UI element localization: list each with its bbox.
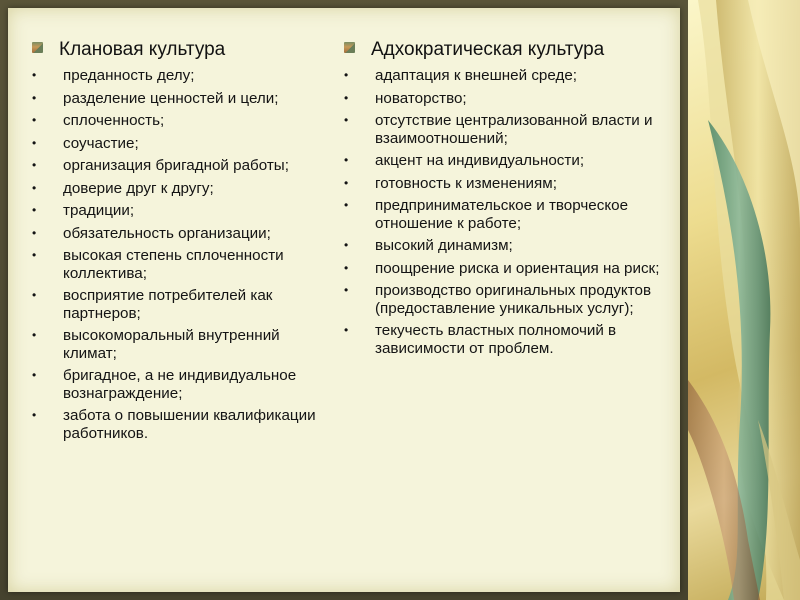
list-item: • восприятие потребителей как партнеров; bbox=[32, 287, 273, 322]
bullet-icon: • bbox=[32, 225, 37, 240]
list-item: • отсутствие централизованной власти и взаимоотношений; bbox=[344, 112, 653, 147]
bullet-icon: • bbox=[344, 153, 349, 167]
clan-culture-title: Клановая культура bbox=[59, 39, 226, 60]
adhocracy-culture-heading-row bbox=[344, 38, 666, 61]
bullet-icon: • bbox=[344, 323, 349, 337]
bullet-icon: • bbox=[344, 283, 349, 297]
bullet-icon: • bbox=[32, 180, 37, 195]
list-item: • высокая степень сплоченности коллектива; bbox=[32, 247, 284, 282]
adhocracy-culture-title: Адхократическая культура bbox=[371, 39, 605, 60]
list-item: • текучесть властных полномочий в зависимости от проблем. bbox=[344, 322, 617, 357]
list-item: • обязательность организации; bbox=[32, 224, 271, 242]
decorative-fabric-image bbox=[688, 0, 800, 600]
bullet-icon: • bbox=[344, 260, 349, 275]
list-item: • разделение ценностей и цели; bbox=[32, 89, 279, 107]
bullet-icon: • bbox=[344, 238, 349, 252]
list-item: • новаторство; bbox=[344, 89, 467, 107]
adhocracy-culture-column bbox=[344, 38, 666, 362]
list-item: • организация бригадной работы; bbox=[32, 157, 289, 174]
list-item: • готовность к изменениям; bbox=[344, 174, 557, 192]
bullet-icon: • bbox=[32, 158, 37, 172]
heading-bullet-icon bbox=[32, 42, 43, 53]
bullet-icon: • bbox=[32, 288, 37, 302]
bullet-icon: • bbox=[344, 113, 349, 127]
list-item: • традиции; bbox=[32, 202, 135, 219]
fabric-drapes-illustration bbox=[688, 0, 800, 600]
bullet-icon: • bbox=[32, 203, 37, 217]
list-item: • акцент на индивидуальности; bbox=[344, 152, 585, 169]
list-item: • забота о повышении квалификации работников. bbox=[32, 407, 316, 442]
heading-bullet-icon bbox=[344, 42, 355, 53]
bullet-icon: • bbox=[32, 368, 37, 382]
bullet-icon: • bbox=[344, 175, 349, 190]
list-item: • адаптация к внешней среде; bbox=[344, 67, 578, 84]
clan-culture-list bbox=[32, 67, 332, 442]
list-item: • высокий динамизм; bbox=[344, 237, 513, 254]
list-item: • соучастие; bbox=[32, 134, 139, 152]
list-item: • высокоморальный внутренний климат; bbox=[32, 327, 280, 362]
bullet-icon: • bbox=[32, 135, 37, 150]
list-item: • сплоченность; bbox=[32, 112, 165, 129]
bullet-icon: • bbox=[344, 68, 349, 82]
clan-culture-heading-row bbox=[32, 38, 332, 61]
list-item: • производство оригинальных продуктов (предоставление уникальных услуг); bbox=[344, 282, 652, 317]
list-item: • доверие друг к другу; bbox=[32, 179, 214, 197]
bullet-icon: • bbox=[32, 113, 37, 127]
list-item: • преданность делу; bbox=[32, 67, 195, 84]
bullet-icon: • bbox=[32, 328, 37, 342]
bullet-icon: • bbox=[32, 248, 37, 262]
list-item: • предпринимательское и творческое отношение к работе; bbox=[344, 197, 629, 232]
clan-culture-column bbox=[32, 38, 332, 447]
list-item: • бригадное, а не индивидуальное вознаграждение; bbox=[32, 367, 297, 402]
bullet-icon: • bbox=[32, 408, 37, 422]
bullet-icon: • bbox=[344, 198, 349, 212]
bullet-icon: • bbox=[344, 90, 349, 105]
list-item: • поощрение риска и ориентация на риск; bbox=[344, 259, 660, 277]
bullet-icon: • bbox=[32, 68, 37, 82]
adhocracy-culture-list bbox=[344, 67, 666, 357]
bullet-icon: • bbox=[32, 90, 37, 105]
